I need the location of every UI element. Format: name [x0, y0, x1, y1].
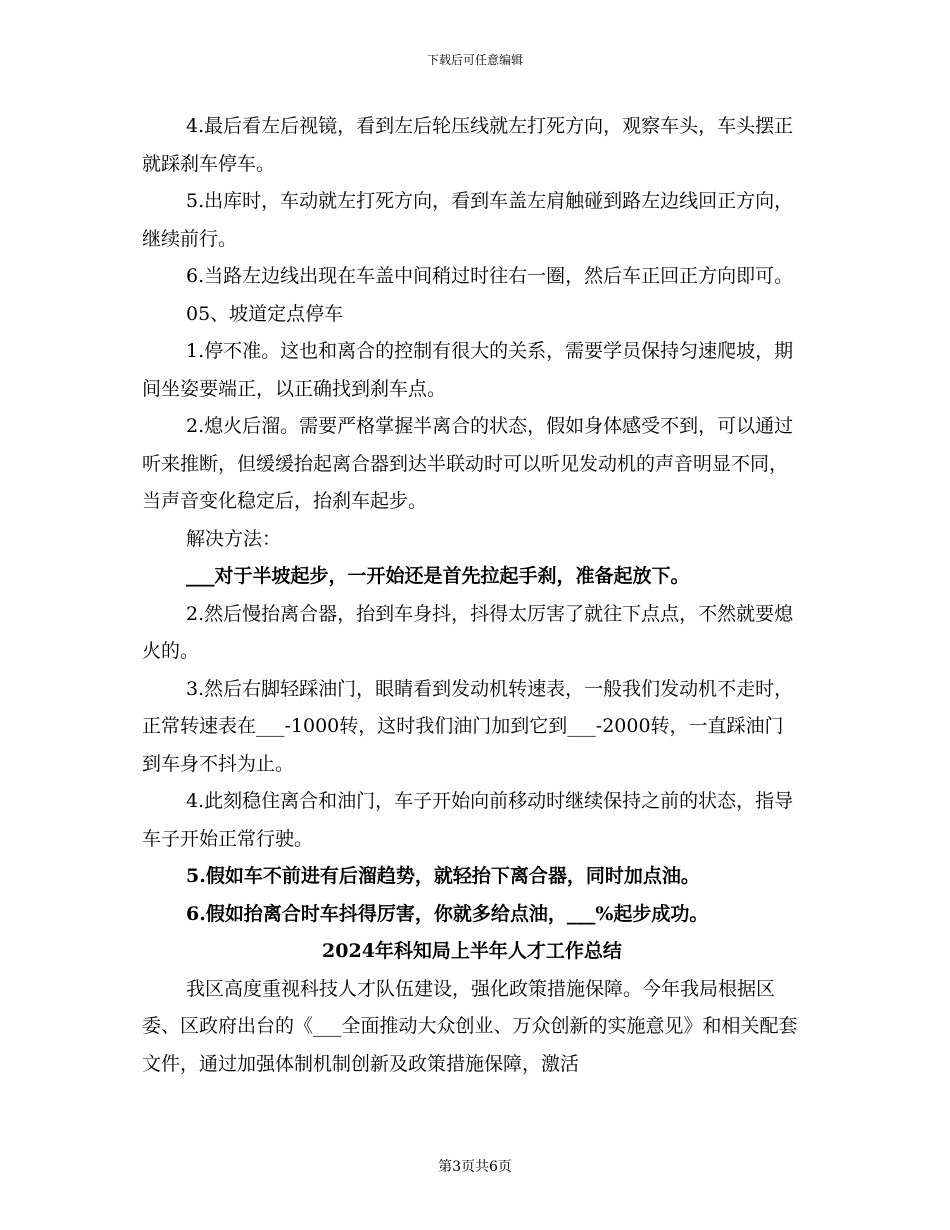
paragraph-step-6: 6.当路左边线出现在车盖中间稍过时往右一圈，然后车正回正方向即可。: [186, 265, 794, 287]
solution-step-2: 2.然后慢抬离合器，抬到车身抖，抖得太厉害了就往下点点，不然就要熄火的。: [142, 602, 794, 662]
paragraph-step-5: 5.出库时，车动就左打死方向，看到车盖左肩触碰到路左边线回正方向，继续前行。: [142, 190, 794, 250]
solution-step-5: 5.假如车不前进有后溜趋势，就轻抬下离合器，同时加点油。: [186, 865, 700, 887]
paragraph-step-4: 4.最后看左后视镜，看到左后轮压线就左打死方向，观察车头，车头摆正就踩刹车停车。: [142, 115, 794, 175]
page-header: 下载后可任意编辑: [426, 53, 523, 67]
solution-step-1: ___对于半坡起步，一开始还是首先拉起手刹，准备起放下。: [186, 565, 690, 587]
solution-step-3: 3.然后右脚轻踩油门，眼睛看到发动机转速表，一般我们发动机不走时，正常转速表在___-1000转，这时我们油门加到它到___-2000转，一直踩油门到车身不抖为止。: [142, 677, 794, 775]
page-footer: 第3页共6页: [438, 1159, 512, 1175]
paragraph-problem-1: 1.停不准。这也和离合的控制有很大的关系，需要学员保持匀速爬坡，期间坐姿要端正，以正确找到刹车点。: [142, 340, 794, 400]
solution-step-4: 4.此刻稳住离合和油门，车子开始向前移动时继续保持之前的状态，指导车子开始正常行驶。: [142, 790, 794, 850]
paragraph-summary-intro: 我区高度重视科技人才队伍建设，强化政策措施保障。今年我局根据区委、区政府出台的《___全面推动大众创业、万众创新的实施意见》和相关配套文件，通过加强体制机制创新及政策措施保障，激活: [142, 977, 798, 1075]
paragraph-problem-2: 2.熄火后溜。需要严格掌握半离合的状态，假如身体感受不到，可以通过听来推断，但缓缓抬起离合器到达半联动时可以听见发动机的声音明显不同，当声音变化稳定后，抬刹车起步。: [142, 415, 794, 512]
document-title: 2024年科知局上半年人才工作总结: [322, 940, 622, 962]
section-heading-slope-stop: 05、坡道定点停车: [186, 302, 344, 325]
solution-step-6: 6.假如抬离合时车抖得厉害，你就多给点油，___%起步成功。: [186, 902, 709, 925]
solution-label: 解决方法：: [186, 527, 282, 550]
document-body: [142, 108, 802, 1083]
